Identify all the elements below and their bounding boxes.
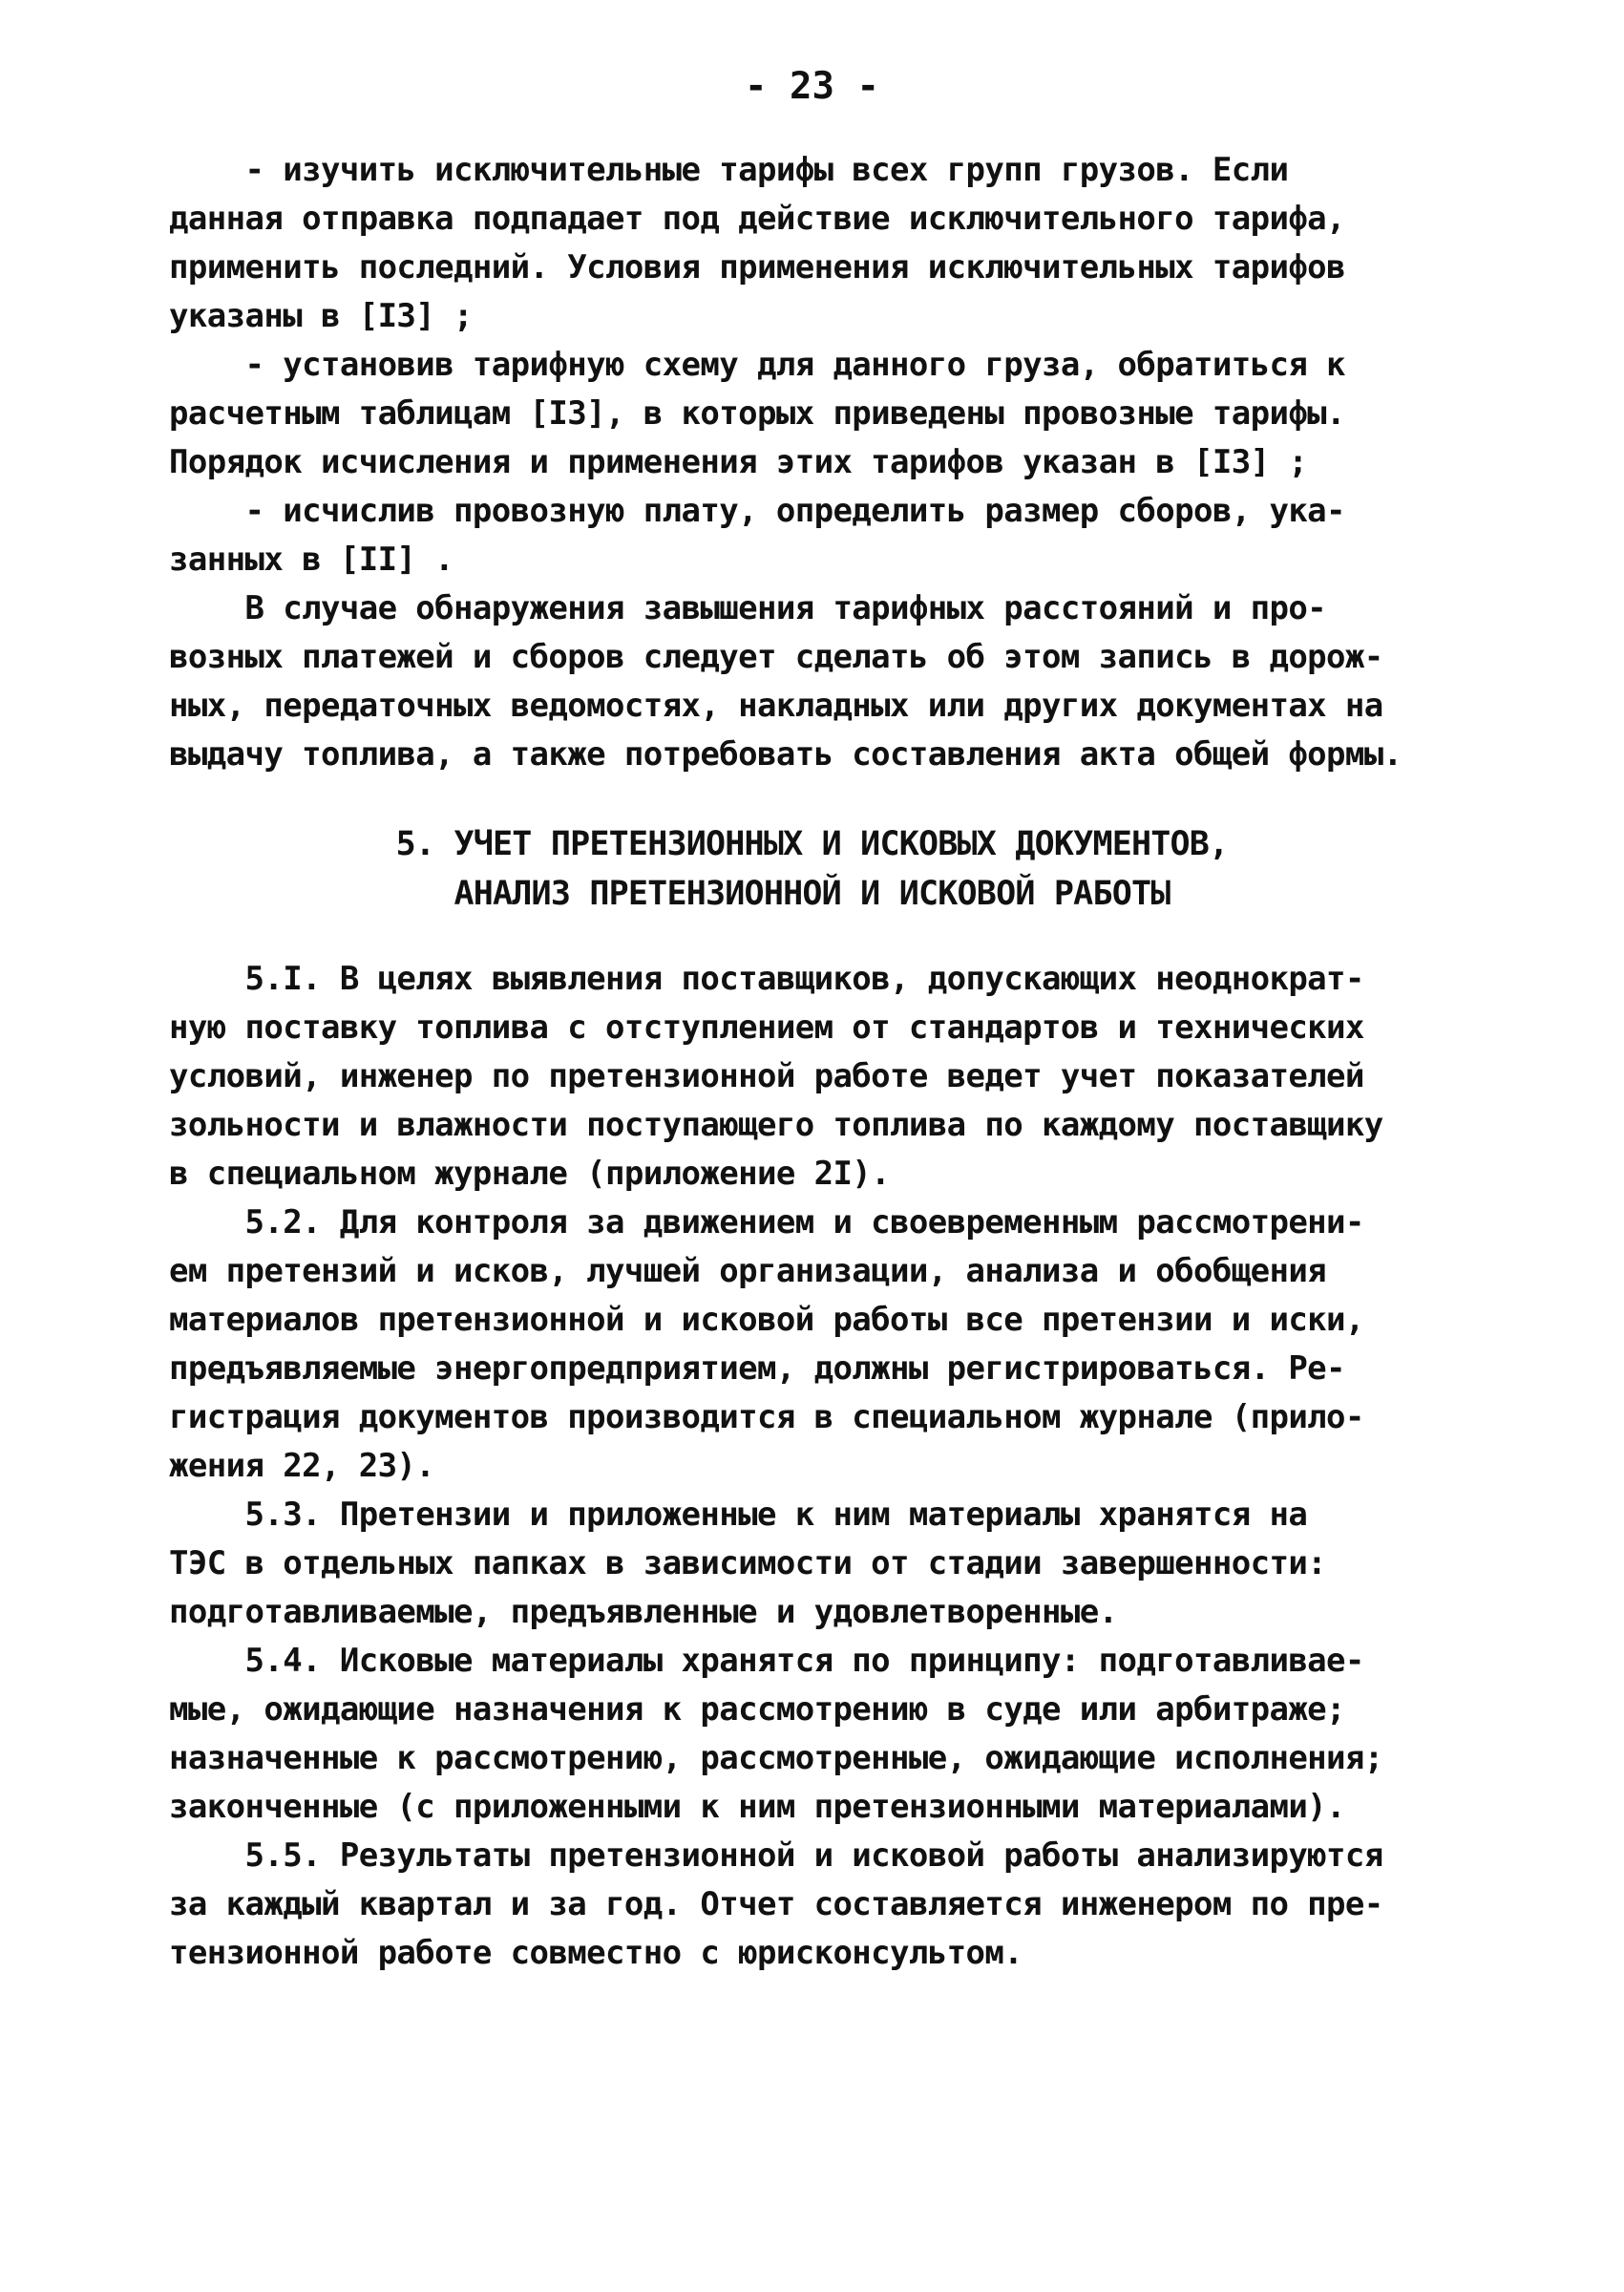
text-line: мые, ожидающие назначения к рассмотрению в суде или арбитраже;	[169, 1690, 1345, 1729]
text-line: ную поставку топлива с отступлением от стандартов и технических	[169, 1008, 1364, 1047]
text-line: 5.3. Претензии и приложенные к ним материалы хранятся на	[169, 1496, 1308, 1534]
text-line: подготавливаемые, предъявленные и удовлетворенные.	[169, 1593, 1118, 1631]
text-line: тензионной работе совместно с юрисконсультом.	[169, 1934, 1023, 1972]
tariff-instructions-block	[169, 146, 1467, 779]
text-line: выдачу топлива, а также потребовать составления акта общей формы.	[169, 735, 1403, 774]
text-line: условий, инженер по претензионной работе ведет учет показателей	[169, 1057, 1364, 1095]
text-line: применить последний. Условия применения исключительных тарифов	[169, 248, 1345, 286]
text-line: расчетным таблицам [I3], в которых приведены провозные тарифы.	[169, 394, 1345, 433]
text-line: 5.2. Для контроля за движением и своевременным рассмотрени-	[169, 1203, 1364, 1242]
text-line: ных, передаточных ведомостях, накладных или других документах на	[169, 687, 1383, 725]
text-line: материалов претензионной и исковой работы все претензии и иски,	[169, 1301, 1364, 1339]
text-line: гистрация документов производится в специальном журнале (прило-	[169, 1398, 1364, 1436]
text-line: предъявляемые энергопредприятием, должны регистрироваться. Ре-	[169, 1349, 1345, 1388]
text-line: указаны в [I3] ;	[169, 297, 473, 335]
section-5-paragraphs	[169, 955, 1467, 1978]
text-line: ТЭС в отдельных папках в зависимости от стадии завершенности:	[169, 1544, 1327, 1582]
text-line: В случае обнаружения завышения тарифных расстояний и про-	[169, 589, 1327, 627]
text-line: назначенные к рассмотрению, рассмотренные, ожидающие исполнения;	[169, 1739, 1383, 1777]
text-line: - установив тарифную схему для данного груза, обратиться к	[169, 346, 1345, 384]
text-line: жения 22, 23).	[169, 1447, 435, 1485]
text-line: зольности и влажности поступающего топлива по каждому поставщику	[169, 1106, 1383, 1144]
text-line: в специальном журнале (приложение 2I).	[169, 1155, 891, 1193]
text-line: - изучить исключительные тарифы всех групп грузов. Если	[169, 151, 1289, 189]
section-heading-line-1: 5. УЧЕТ ПРЕТЕНЗИОННЫХ И ИСКОВЫХ ДОКУМЕНТОВ,	[395, 825, 1229, 863]
text-line: ем претензий и исков, лучшей организации, анализа и обобщения	[169, 1252, 1327, 1290]
text-line: - исчислив провозную плату, определить размер сборов, ука-	[169, 492, 1345, 530]
text-line: возных платежей и сборов следует сделать об этом запись в дорож-	[169, 638, 1383, 676]
text-line: 5.4. Исковые материалы хранятся по принципу: подготавливае-	[169, 1642, 1364, 1680]
text-line: данная отправка подпадает под действие исключительного тарифа,	[169, 200, 1345, 238]
text-line: за каждый квартал и за год. Отчет составляется инженером по пре-	[169, 1885, 1383, 1923]
text-line: Порядок исчисления и применения этих тарифов указан в [I3] ;	[169, 443, 1308, 481]
text-line: занных в [II] .	[169, 541, 454, 579]
section-heading-line-2: АНАЛИЗ ПРЕТЕНЗИОННОЙ И ИСКОВОЙ РАБОТЫ	[453, 875, 1171, 913]
page-number: - 23 -	[745, 65, 879, 108]
text-line: 5.I. В целях выявления поставщиков, допускающих неоднократ-	[169, 960, 1364, 998]
text-line: 5.5. Результаты претензионной и исковой работы анализируются	[169, 1836, 1383, 1875]
text-line: законченные (с приложенными к ним претензионными материалами).	[169, 1788, 1345, 1826]
